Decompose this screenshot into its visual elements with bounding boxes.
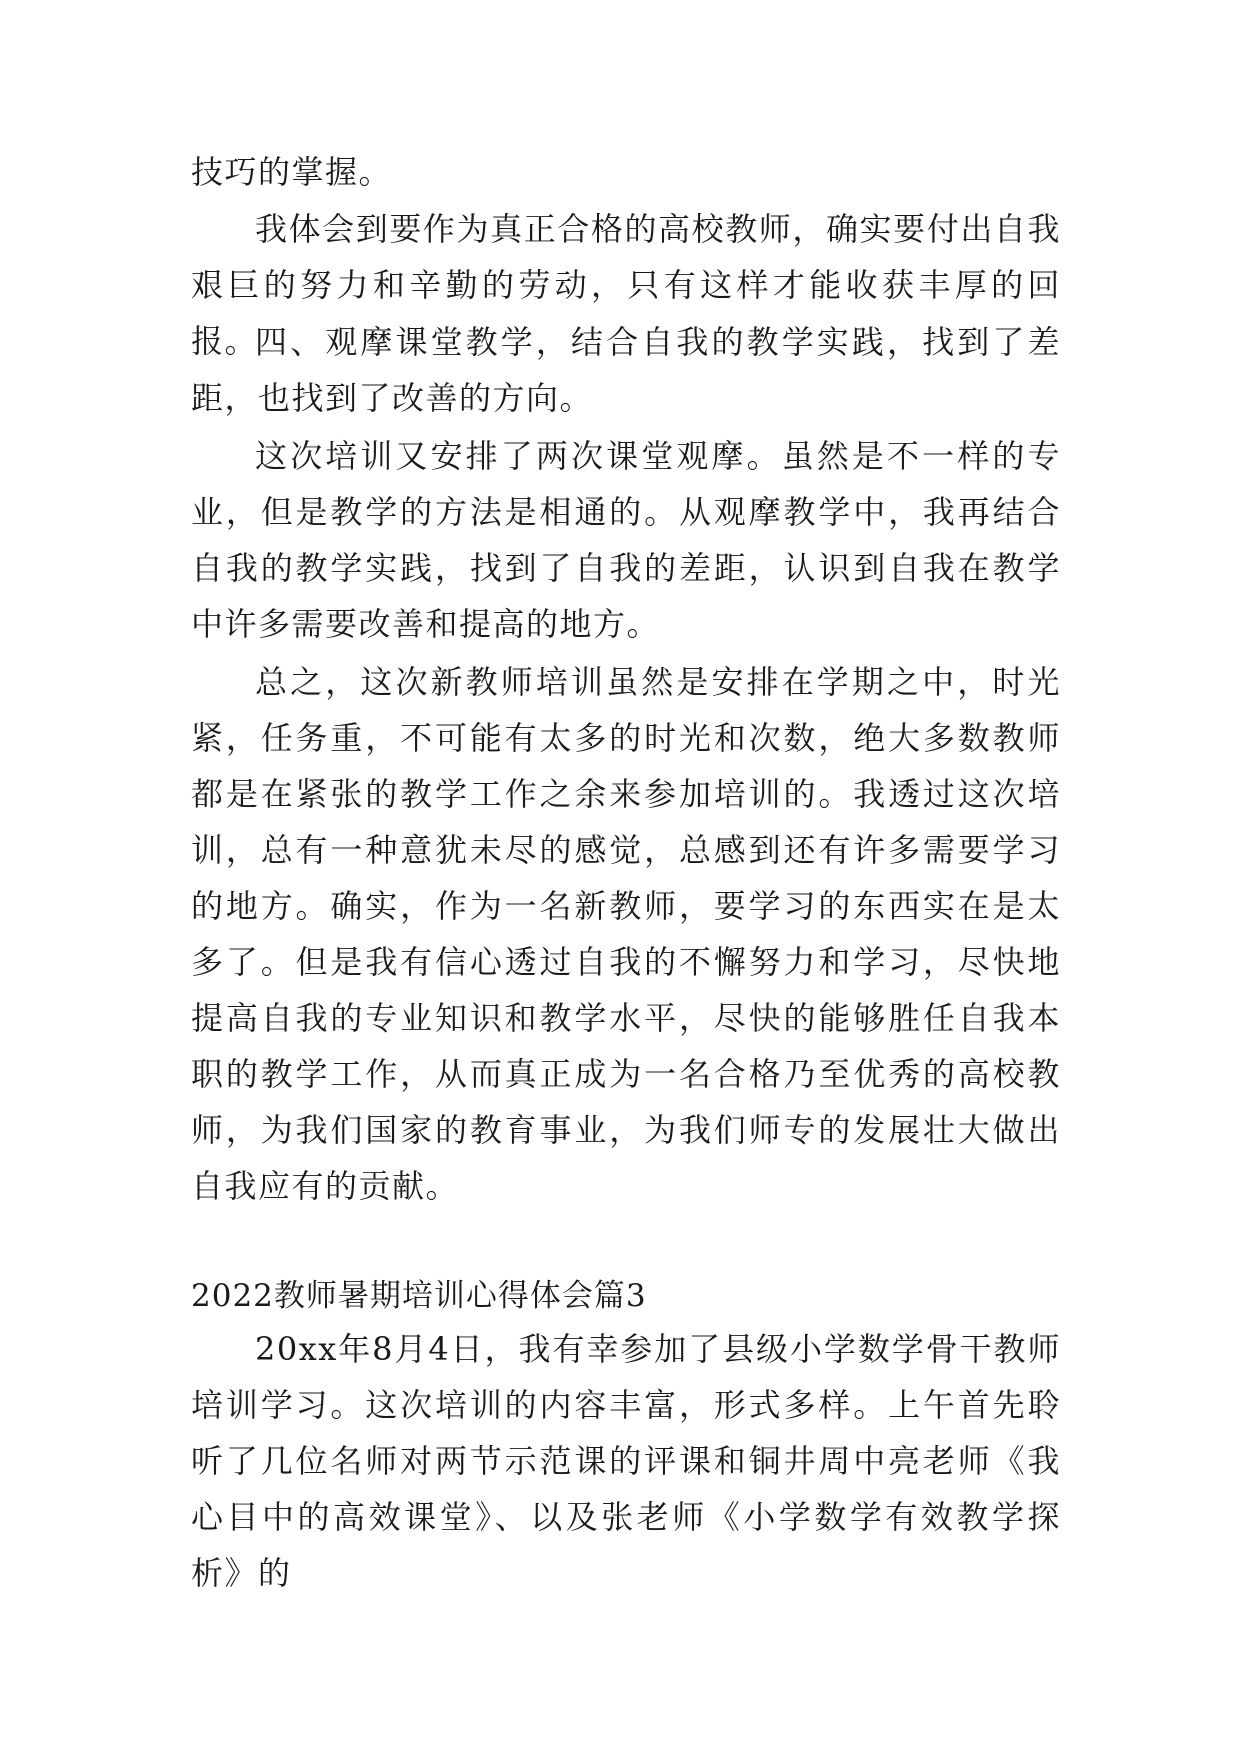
section-paragraph-1: 20xx年8月4日，我有幸参加了县级小学数学骨干教师培训学习。这次培训的内容丰富，形式多样。上午首先聆听了几位名师对两节示范课的评课和铜井周中亮老师《我心目中的高效课堂》、以及张老师《小学数学有效教学探析》的 [191,1330,1061,1592]
paragraph-1: 技巧的掌握。 [191,153,393,191]
paragraph-4: 这次培训又安排了两次课堂观摩。虽然是不一样的专业，但是教学的方法是相通的。从观摩教学中，我再结合自我的教学实践，找到了自我的差距，认识到自我在教学中许多需要改善和提高的地方。 [191,437,1061,643]
section-heading: 2022教师暑期培训心得体会篇3 [191,1278,647,1314]
paragraph-3: 四、观摩课堂教学，结合自我的教学实践，找到了差距，也找到了改善的方向。 [191,323,1061,417]
paragraph-5: 总之，这次新教师培训虽然是安排在学期之中，时光紧，任务重，不可能有太多的时光和次数，绝大多数教师都是在紧张的教学工作之余来参加培训的。我透过这次培训，总有一种意犹未尽的感觉，总感到还有许多需要学习的地方。确实，作为一名新教师，要学习的东西实在是太多了。但是我有信心透过自我的不懈努力和学习，尽快地提高自我的专业知识和教学水平，尽快的能够胜任自我本职的教学工作，从而真正成为一名合格乃至优秀的高校教师，为我们国家的教育事业，为我们师专的发展壮大做出自我应有的贡献。 [191,663,1061,1205]
paragraph-2: 我体会到要作为真正合格的高校教师，确实要付出自我艰巨的努力和辛勤的劳动，只有这样才能收获丰厚的回报。 [191,210,1061,360]
